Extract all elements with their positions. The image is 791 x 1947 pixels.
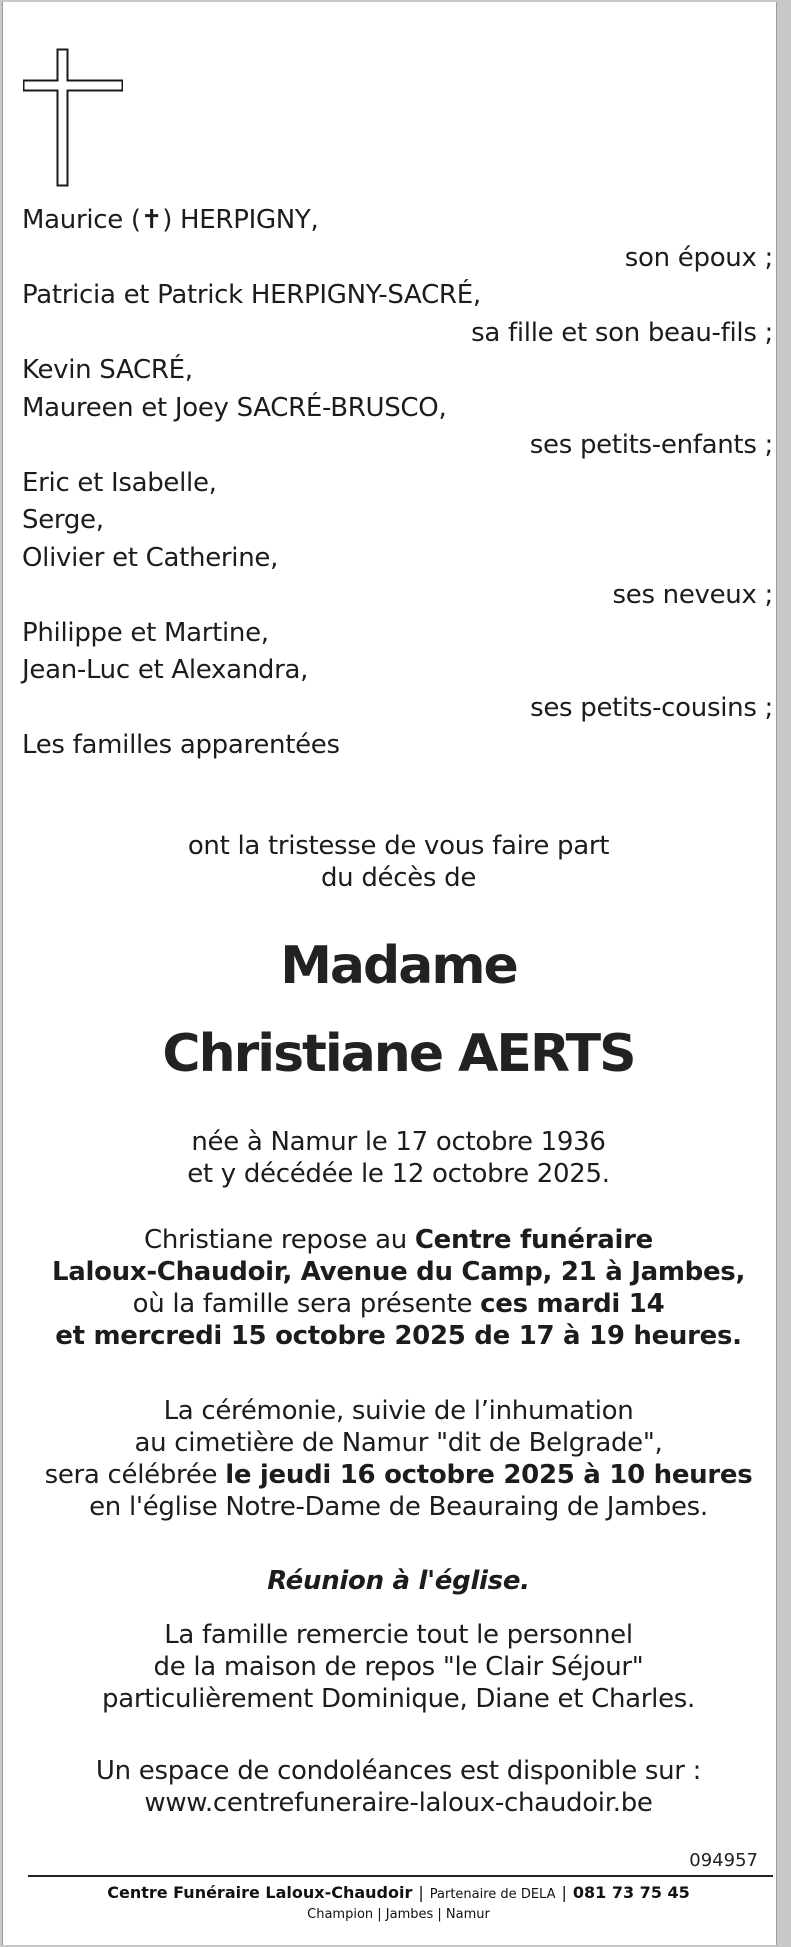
thanks-message: [3, 1619, 791, 1715]
visitation-dates: ces mardi 14: [480, 1289, 665, 1319]
thanks-line: de la maison de repos "le Clair Séjour": [153, 1652, 644, 1682]
family-line: Maurice (✝) HERPIGNY,: [22, 205, 319, 235]
condolences-link[interactable]: www.centrefuneraire-laloux-chaudoir.be: [144, 1788, 653, 1818]
announcement-line: du décès de: [320, 863, 477, 893]
footer-divider: [28, 1875, 773, 1877]
ceremony-line: La cérémonie, suivie de l’inhumation: [163, 1396, 634, 1426]
separator: |: [561, 1883, 567, 1902]
ceremony-line: au cimetière de Namur "dit de Belgrade",: [134, 1428, 663, 1458]
family-line: Serge,: [22, 505, 104, 535]
funeral-home-footer: [3, 1882, 791, 1924]
announcement: [3, 830, 791, 894]
family-line: Philippe et Martine,: [22, 617, 269, 648]
birth-death-dates: [3, 1126, 791, 1190]
funeral-home-locations: Champion | Jambes | Namur: [307, 1907, 490, 1922]
family-line: Olivier et Catherine,: [22, 542, 279, 573]
deceased-title: Madame: [280, 936, 517, 996]
condolences-text: Un espace de condoléances est disponible sur :: [95, 1756, 702, 1786]
family-line: Jean-Luc et Alexandra,: [22, 655, 309, 685]
repose-info: [3, 1224, 791, 1352]
condolences: [3, 1755, 791, 1819]
family-relation: sa fille et son beau-fils ;: [471, 317, 773, 348]
repose-address: Laloux-Chaudoir, Avenue du Camp, 21 à Jambes,: [51, 1257, 746, 1287]
family-relation: ses petits-enfants ;: [529, 430, 773, 460]
death-line: et y décédée le 12 octobre 2025.: [187, 1159, 610, 1189]
obituary-notice: [2, 2, 777, 1945]
reference-number: 094957: [689, 1850, 758, 1871]
funeral-home-name: Centre Funéraire Laloux-Chaudoir: [107, 1883, 413, 1902]
ceremony-date: le jeudi 16 octobre 2025 à 10 heures: [225, 1460, 753, 1490]
deceased-name: Christiane AERTS: [162, 1024, 635, 1084]
family-relation: son époux ;: [624, 242, 773, 273]
family-relation: ses petits-cousins ;: [530, 692, 773, 723]
family-line: Kevin SACRÉ,: [22, 355, 193, 385]
birth-line: née à Namur le 17 octobre 1936: [191, 1127, 606, 1157]
visitation-hours: et mercredi 15 octobre 2025 de 17 à 19 heures.: [55, 1321, 742, 1351]
partner-text: Partenaire de DELA: [429, 1887, 556, 1902]
repose-text: où la famille sera présente: [132, 1289, 481, 1319]
cross-icon: [23, 47, 123, 187]
repose-place: Centre funéraire: [414, 1225, 653, 1255]
family-relation: ses neveux ;: [612, 580, 773, 610]
repose-text: Christiane repose au: [144, 1225, 415, 1255]
thanks-line: particulièrement Dominique, Diane et Charles.: [102, 1684, 695, 1714]
ceremony-line: sera célébrée: [44, 1460, 226, 1490]
family-line: Eric et Isabelle,: [22, 467, 217, 498]
phone-number[interactable]: 081 73 75 45: [572, 1883, 690, 1902]
family-line: Les familles apparentées: [22, 730, 340, 760]
separator: |: [418, 1883, 424, 1902]
family-list: [22, 202, 776, 765]
announcement-line: ont la tristesse de vous faire part: [187, 831, 610, 861]
reunion-note: Réunion à l'église.: [267, 1566, 530, 1596]
thanks-line: La famille remercie tout le personnel: [164, 1620, 633, 1650]
ceremony-info: [3, 1395, 791, 1523]
ceremony-location: en l'église Notre-Dame de Beauraing de Jambes.: [89, 1492, 708, 1522]
family-line: Patricia et Patrick HERPIGNY-SACRÉ,: [22, 280, 481, 310]
family-line: Maureen et Joey SACRÉ-BRUSCO,: [22, 392, 447, 423]
